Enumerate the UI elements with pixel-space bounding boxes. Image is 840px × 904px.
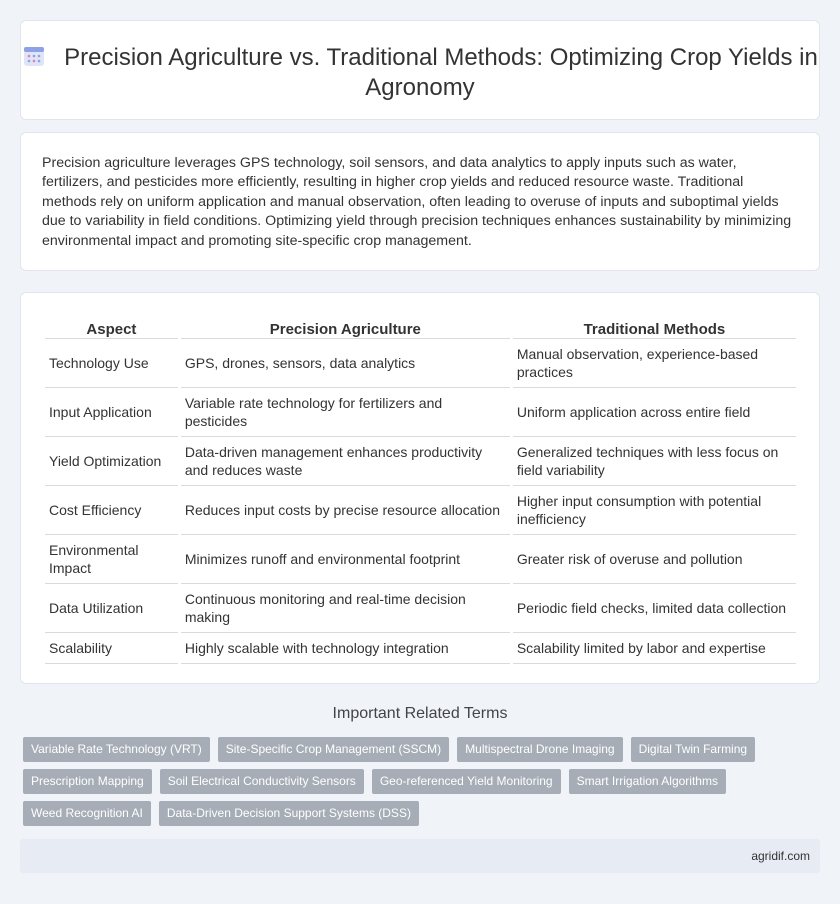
page-title: Precision Agriculture vs. Traditional Methods: Optimizing Crop Yields in Agronomy — [64, 44, 818, 101]
term-tag[interactable]: Variable Rate Technology (VRT) — [23, 737, 210, 762]
table-row — [45, 633, 796, 664]
cell-traditional: Uniform application across entire field — [513, 388, 796, 437]
term-tag[interactable]: Smart Irrigation Algorithms — [569, 769, 726, 794]
comparison-card — [20, 292, 820, 684]
related-terms-tags — [23, 737, 803, 833]
cell-traditional: Higher input consumption with potential inefficiency — [513, 486, 796, 535]
title-card — [20, 20, 820, 120]
cell-aspect: Scalability — [45, 633, 178, 664]
header-aspect: Aspect — [45, 317, 178, 339]
calendar-grid-icon — [22, 44, 46, 68]
cell-traditional: Periodic field checks, limited data collection — [513, 584, 796, 633]
tag-row — [23, 737, 803, 762]
intro-paragraph: Precision agriculture leverages GPS technology, soil sensors, and data analytics to apply inputs such as water, fertilizers, and pesticides more efficiently, resulting in higher crop yields and reduced resource waste. Traditional methods rely on uniform application and manual observation, often leading to overuse of inputs and suboptimal yields due to variability in field conditions. Optimizing yield through precision techniques enhances sustainability by minimizing environmental impact and promoting site-specific crop management. — [42, 155, 792, 249]
cell-traditional: Generalized techniques with less focus on field variability — [513, 437, 796, 486]
cell-precision: Minimizes runoff and environmental footprint — [181, 535, 510, 584]
tag-row — [23, 769, 803, 794]
tag-row — [23, 801, 803, 826]
cell-precision: Reduces input costs by precise resource allocation — [181, 486, 510, 535]
header-traditional: Traditional Methods — [513, 317, 796, 339]
term-tag[interactable]: Digital Twin Farming — [631, 737, 755, 762]
term-tag[interactable]: Geo-referenced Yield Monitoring — [372, 769, 561, 794]
title-wrap — [21, 43, 819, 103]
term-tag[interactable]: Soil Electrical Conductivity Sensors — [160, 769, 364, 794]
table-row — [45, 437, 796, 486]
cell-precision: Data-driven management enhances productivity and reduces waste — [181, 437, 510, 486]
term-tag[interactable]: Site-Specific Crop Management (SSCM) — [218, 737, 449, 762]
cell-aspect: Cost Efficiency — [45, 486, 178, 535]
table-row — [45, 584, 796, 633]
term-tag[interactable]: Data-Driven Decision Support Systems (DSS) — [159, 801, 419, 826]
cell-traditional: Greater risk of overuse and pollution — [513, 535, 796, 584]
term-tag[interactable]: Prescription Mapping — [23, 769, 152, 794]
table-row — [45, 535, 796, 584]
cell-aspect: Technology Use — [45, 339, 178, 388]
table-row — [45, 486, 796, 535]
table-row — [45, 339, 796, 388]
header-precision: Precision Agriculture — [181, 317, 510, 339]
footer-site[interactable]: agridif.com — [751, 849, 810, 863]
footer — [20, 839, 820, 873]
cell-aspect: Environmental Impact — [45, 535, 178, 584]
cell-precision: GPS, drones, sensors, data analytics — [181, 339, 510, 388]
cell-traditional: Manual observation, experience-based practices — [513, 339, 796, 388]
intro-card — [20, 132, 820, 271]
comparison-table — [42, 317, 799, 664]
cell-aspect: Input Application — [45, 388, 178, 437]
cell-aspect: Yield Optimization — [45, 437, 178, 486]
cell-aspect: Data Utilization — [45, 584, 178, 633]
term-tag[interactable]: Multispectral Drone Imaging — [457, 737, 622, 762]
table-header-row — [45, 317, 796, 339]
cell-precision: Variable rate technology for fertilizers and pesticides — [181, 388, 510, 437]
cell-precision: Highly scalable with technology integration — [181, 633, 510, 664]
cell-traditional: Scalability limited by labor and expertise — [513, 633, 796, 664]
cell-precision: Continuous monitoring and real-time decision making — [181, 584, 510, 633]
table-row — [45, 388, 796, 437]
related-terms-heading: Important Related Terms — [332, 705, 508, 722]
term-tag[interactable]: Weed Recognition AI — [23, 801, 151, 826]
